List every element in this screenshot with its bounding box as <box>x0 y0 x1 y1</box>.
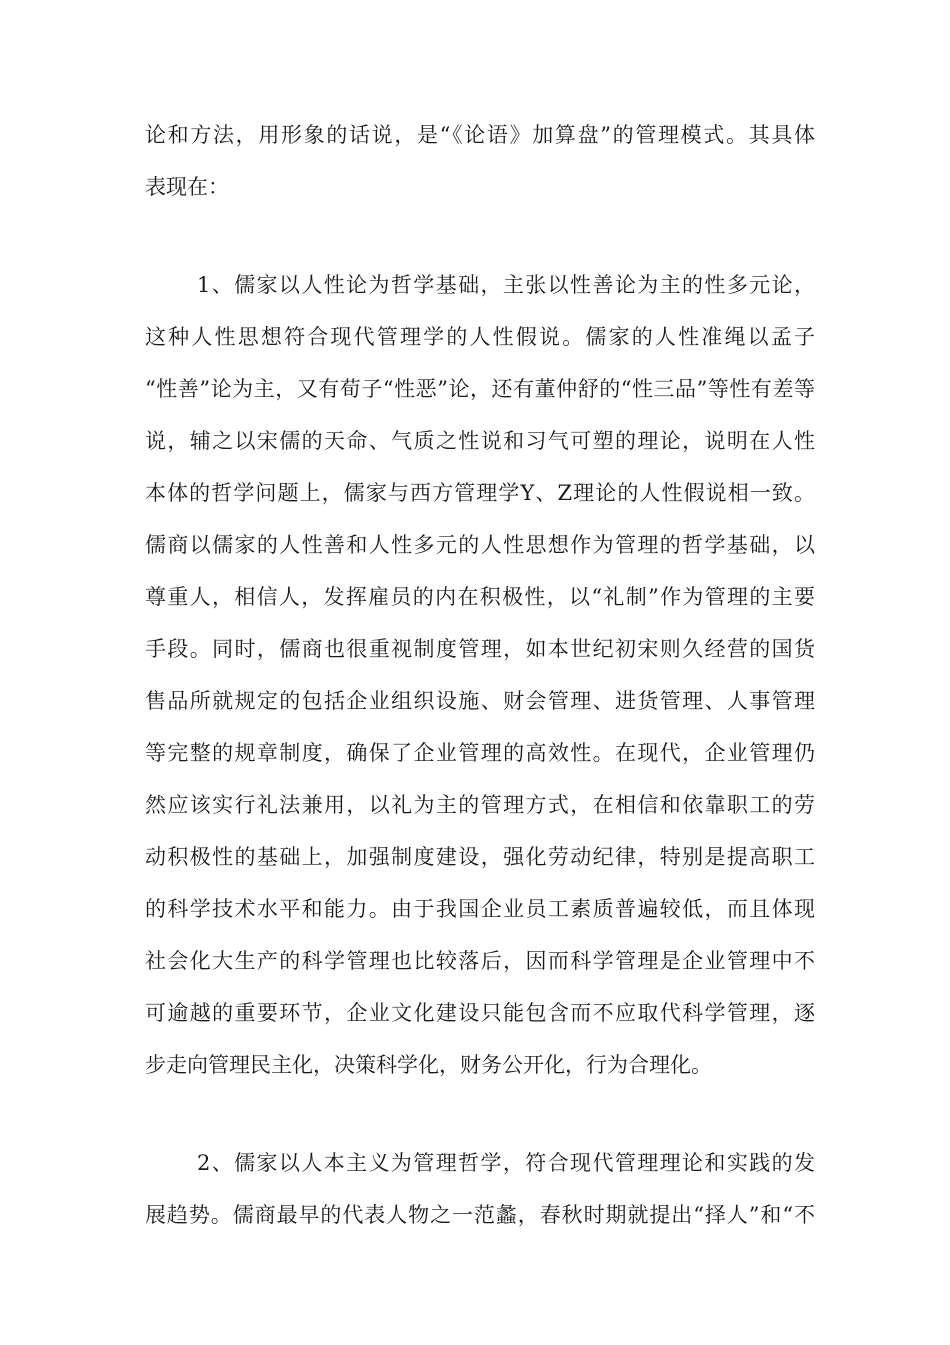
text-line: 说，辅之以宋儒的天命、气质之性说和习气可塑的理论，说明在人性 <box>145 429 815 453</box>
text-line: 动积极性的基础上，加强制度建设，强化劳动纪律，特别是提高职工 <box>145 845 815 869</box>
text-line: 论和方法，用形象的话说，是“《论语》加算盘”的管理模式。其具体 <box>145 123 815 147</box>
text-line: 等完整的规章制度，确保了企业管理的高效性。在现代，企业管理仍 <box>145 741 815 765</box>
text-line: 展趋势。儒商最早的代表人物之一范蠡，春秋时期就提出“择人”和“不 <box>145 1203 815 1227</box>
text-line: 步走向管理民主化，决策科学化，财务公开化，行为合理化。 <box>145 1053 712 1077</box>
text-line: 的科学技术水平和能力。由于我国企业员工素质普遍较低，而且体现 <box>145 897 815 921</box>
text-line: 售品所就规定的包括企业组织设施、财会管理、进货管理、人事管理 <box>145 689 815 713</box>
text-line: 2、儒家以人本主义为管理哲学，符合现代管理理论和实践的发 <box>197 1151 815 1175</box>
text-line: 手段。同时，儒商也很重视制度管理，如本世纪初宋则久经营的国货 <box>145 637 815 661</box>
text-line: 然应该实行礼法兼用，以礼为主的管理方式，在相信和依靠职工的劳 <box>145 793 815 817</box>
text-line: 1、儒家以人性论为哲学基础，主张以性善论为主的性多元论， <box>197 273 815 297</box>
text-line: 表现在： <box>145 175 229 199</box>
text-line: 尊重人，相信人，发挥雇员的内在积极性，以“礼制”作为管理的主要 <box>145 585 815 609</box>
text-line: 这种人性思想符合现代管理学的人性假说。儒家的人性准绳以孟子 <box>145 325 815 349</box>
text-line: 本体的哲学问题上，儒家与西方管理学Y、Z理论的人性假说相一致。 <box>145 481 815 505</box>
text-line: 社会化大生产的科学管理也比较落后，因而科学管理是企业管理中不 <box>145 949 815 973</box>
text-line: 儒商以儒家的人性善和人性多元的人性思想作为管理的哲学基础，以 <box>145 533 815 557</box>
text-line: 可逾越的重要环节，企业文化建设只能包含而不应取代科学管理，逐 <box>145 1001 815 1025</box>
text-line: “性善”论为主，又有荀子“性恶”论，还有董仲舒的“性三品”等性有差等 <box>145 377 815 401</box>
